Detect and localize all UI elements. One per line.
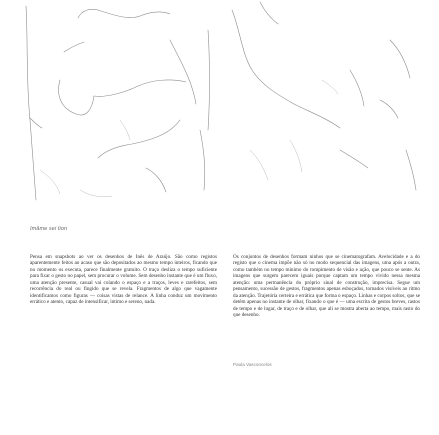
body-text-column-right: Os conjuntos de desenhos formam ninhos que se cinematografam. Avelocidade e a do registo que o cinema impõe não só no modo sequencial das imagens, uma após a outra, como também no tempo mínimo do rompimento de visão e ação, que pouco se sente. As imagens que surgem parecem iguais porque captam um tempo vivido nessa mesma atenção: uma permanência do próprio sinal de construção, imprecisa. Segue um pensamento, sucessão de gestos, fragmentos apenas esboçados, tornados visíveis ao ritmo da atenção. Trajetória certeira e errática que forma o espaço. Linhas e corpos soltos, que se detêm apenas no instante de olhar, fixando o que é — uma escrita de gestos breves, rastos de tempo e de lugar, de traço e de olhar, que ali se mostra aberta ao tempo, mais rasto do que desenho. [233, 254, 420, 319]
sketch-drawing-right [230, 0, 425, 212]
author-signoff: Paula Vasconcelos [233, 362, 272, 367]
section-caption: Imâme sei tion [30, 226, 68, 232]
sketch-drawing-left [20, 0, 215, 212]
line-sketch-right [230, 0, 425, 212]
body-text-column-left: Pensa em snapshots ao ver os desenhos de Inês de Araújo. São como registos aparentemente feitos ao acaso que são depositados ao mesmo tempo inteiros, ficando que no momento os executa, parece finalmente gratuito. O traço desliza o tempo suficiente para fixar o gesto no papel, sem procurar o volume. Sem desenho instante que é um fluxo, uma atenção presente, casual vai colando o espaço e a traços, leves e rarefeitos, sem recorrência do real ou fingido que se revela. Fragmentos de algo que vagamente identificamos como figuras — coisas vistas de relance. A linha conduz um movimento errático e atento, capaz de intensificar, intimo e sereno, nada. [30, 254, 217, 306]
line-sketch-left [20, 0, 215, 212]
